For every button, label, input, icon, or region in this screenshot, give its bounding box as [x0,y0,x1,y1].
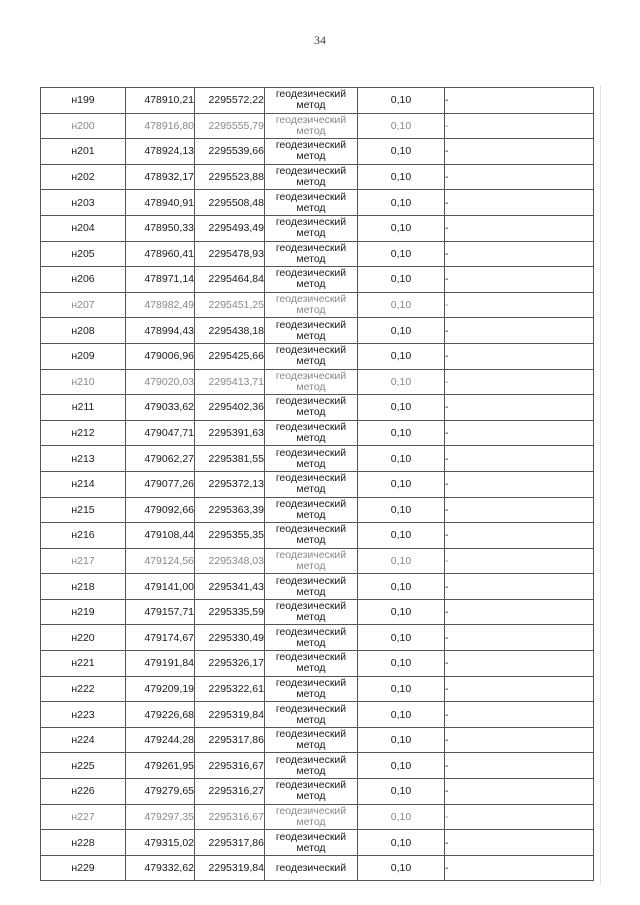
y-coordinate-cell: 2295341,43 [195,574,265,600]
table-row [41,548,594,574]
method-line-2: метод [296,585,326,598]
method-cell [265,88,358,114]
point-id-cell: н201 [41,139,126,165]
precision-cell: 0,10 [358,215,445,241]
description-cell: - [445,727,594,753]
table-row [41,190,594,216]
x-coordinate-cell: 478940,91 [126,190,195,216]
description-cell: - [445,676,594,702]
description-cell: - [445,241,594,267]
method-line-1: геодезический [275,600,347,613]
page-number: 34 [314,33,326,47]
method-cell [265,113,358,139]
table-row [41,523,594,549]
description-cell: - [445,523,594,549]
method-line-1: геодезический [275,88,347,101]
method-line-2: метод [296,739,326,752]
method-line-1: геодезический [275,497,347,510]
method-line-2: метод [296,227,326,240]
x-coordinate-cell: 479315,02 [126,830,195,856]
method-line-2: метод [296,304,326,317]
precision-cell: 0,10 [358,548,445,574]
point-id-cell: н200 [41,113,126,139]
method-line-2: метод [296,457,326,470]
precision-cell: 0,10 [358,523,445,549]
method-line-1: геодезический [275,548,347,561]
method-cell [265,497,358,523]
y-coordinate-cell: 2295438,18 [195,318,265,344]
description-cell: - [445,599,594,625]
y-coordinate-cell: 2295330,49 [195,625,265,651]
point-id-cell: н204 [41,215,126,241]
y-coordinate-cell: 2295355,35 [195,523,265,549]
method-line-1: геодезический [275,395,347,408]
point-id-cell: н208 [41,318,126,344]
x-coordinate-cell: 478982,49 [126,292,195,318]
method-line-2: метод [296,611,326,624]
x-coordinate-cell: 479047,71 [126,420,195,446]
method-line-1: геодезический [275,804,347,817]
method-line-1: геодезический [275,446,347,459]
x-coordinate-cell: 479332,62 [126,855,195,881]
method-line-2: метод [296,508,326,521]
x-coordinate-cell: 479261,95 [126,753,195,779]
method-cell [265,523,358,549]
method-line-1: геодезический [275,113,347,126]
x-coordinate-cell: 478950,33 [126,215,195,241]
method-cell [265,343,358,369]
y-coordinate-cell: 2295425,66 [195,343,265,369]
method-line-1: геодезический [275,861,347,874]
y-coordinate-cell: 2295539,66 [195,139,265,165]
method-line-1: геодезический [275,241,347,254]
description-cell: - [445,548,594,574]
precision-cell: 0,10 [358,343,445,369]
method-line-1: геодезический [275,779,347,792]
precision-cell: 0,10 [358,318,445,344]
point-id-cell: н213 [41,446,126,472]
table-row [41,215,594,241]
x-coordinate-cell: 479062,27 [126,446,195,472]
method-cell [265,702,358,728]
method-line-2: метод [296,559,326,572]
y-coordinate-cell: 2295478,93 [195,241,265,267]
precision-cell: 0,10 [358,497,445,523]
point-id-cell: н221 [41,651,126,677]
method-cell [265,446,358,472]
method-cell [265,830,358,856]
y-coordinate-cell: 2295319,84 [195,855,265,881]
point-id-cell: н216 [41,523,126,549]
method-line-1: геодезический [275,344,347,357]
method-line-2: метод [296,841,326,854]
description-cell: - [445,830,594,856]
method-line-2: метод [296,176,326,189]
table-row [41,497,594,523]
precision-cell: 0,10 [358,830,445,856]
method-line-2: метод [296,380,326,393]
y-coordinate-cell: 2295508,48 [195,190,265,216]
method-cell [265,651,358,677]
x-coordinate-cell: 479209,19 [126,676,195,702]
method-line-1: геодезический [275,728,347,741]
description-cell: - [445,139,594,165]
method-line-2: метод [296,790,326,803]
method-line-1: геодезический [275,139,347,152]
x-coordinate-cell: 479020,03 [126,369,195,395]
x-coordinate-cell: 479141,00 [126,574,195,600]
precision-cell: 0,10 [358,676,445,702]
description-cell: - [445,446,594,472]
precision-cell: 0,10 [358,139,445,165]
description-cell: - [445,420,594,446]
point-id-cell: н222 [41,676,126,702]
description-cell: - [445,215,594,241]
y-coordinate-cell: 2295363,39 [195,497,265,523]
method-cell [265,804,358,830]
precision-cell: 0,10 [358,574,445,600]
y-coordinate-cell: 2295555,79 [195,113,265,139]
point-id-cell: н206 [41,267,126,293]
method-cell [265,676,358,702]
table-row [41,574,594,600]
coordinates-table [40,87,594,881]
method-line-1: геодезический [275,216,347,229]
table-row [41,267,594,293]
method-line-2: метод [296,150,326,163]
x-coordinate-cell: 478924,13 [126,139,195,165]
precision-cell: 0,10 [358,804,445,830]
x-coordinate-cell: 478916,80 [126,113,195,139]
precision-cell: 0,10 [358,190,445,216]
precision-cell: 0,10 [358,625,445,651]
precision-cell: 0,10 [358,779,445,805]
table-row [41,241,594,267]
table-row [41,625,594,651]
description-cell: - [445,497,594,523]
description-cell: - [445,267,594,293]
y-coordinate-cell: 2295335,59 [195,599,265,625]
y-coordinate-cell: 2295319,84 [195,702,265,728]
method-cell [265,420,358,446]
method-line-1: геодезический [275,318,347,331]
method-line-1: геодезический [275,574,347,587]
description-cell: - [445,88,594,114]
precision-cell: 0,10 [358,395,445,421]
method-line-2: метод [296,764,326,777]
table-row [41,651,594,677]
point-id-cell: н207 [41,292,126,318]
table-row [41,420,594,446]
y-coordinate-cell: 2295572,22 [195,88,265,114]
point-id-cell: н218 [41,574,126,600]
table-row [41,113,594,139]
x-coordinate-cell: 478994,43 [126,318,195,344]
y-coordinate-cell: 2295451,25 [195,292,265,318]
coordinates-table-body [41,88,594,881]
description-cell: - [445,318,594,344]
method-cell [265,139,358,165]
table-row [41,599,594,625]
table-row [41,779,594,805]
precision-cell: 0,10 [358,651,445,677]
y-coordinate-cell: 2295326,17 [195,651,265,677]
method-cell [265,625,358,651]
x-coordinate-cell: 479279,65 [126,779,195,805]
y-coordinate-cell: 2295464,84 [195,267,265,293]
table-row [41,139,594,165]
table-row [41,804,594,830]
method-cell [265,727,358,753]
y-coordinate-cell: 2295372,13 [195,471,265,497]
table-row [41,471,594,497]
method-line-2: метод [296,252,326,265]
point-id-cell: н212 [41,420,126,446]
x-coordinate-cell: 478932,17 [126,164,195,190]
method-line-2: метод [296,201,326,214]
y-coordinate-cell: 2295402,36 [195,395,265,421]
method-line-2: метод [296,406,326,419]
method-cell [265,779,358,805]
method-cell [265,292,358,318]
point-id-cell: н225 [41,753,126,779]
precision-cell: 0,10 [358,420,445,446]
x-coordinate-cell: 479244,28 [126,727,195,753]
method-line-1: геодезический [275,830,347,843]
precision-cell: 0,10 [358,702,445,728]
table-row [41,369,594,395]
x-coordinate-cell: 478960,41 [126,241,195,267]
method-cell [265,241,358,267]
x-coordinate-cell: 479157,71 [126,599,195,625]
method-line-2: метод [296,99,326,112]
description-cell: - [445,343,594,369]
description-cell: - [445,651,594,677]
precision-cell: 0,10 [358,241,445,267]
precision-cell: 0,10 [358,599,445,625]
description-cell: - [445,702,594,728]
y-coordinate-cell: 2295322,61 [195,676,265,702]
description-cell: - [445,395,594,421]
method-cell [265,267,358,293]
x-coordinate-cell: 479297,35 [126,804,195,830]
method-line-2: метод [296,687,326,700]
description-cell: - [445,471,594,497]
method-line-1: геодезический [275,702,347,715]
method-line-2: метод [296,124,326,137]
y-coordinate-cell: 2295316,67 [195,753,265,779]
description-cell: - [445,753,594,779]
point-id-cell: н223 [41,702,126,728]
point-id-cell: н202 [41,164,126,190]
method-line-1: геодезический [275,625,347,638]
precision-cell: 0,10 [358,267,445,293]
precision-cell: 0,10 [358,88,445,114]
y-coordinate-cell: 2295316,67 [195,804,265,830]
method-cell [265,318,358,344]
method-cell [265,599,358,625]
method-cell [265,471,358,497]
method-line-1: геодезический [275,523,347,536]
y-coordinate-cell: 2295493,49 [195,215,265,241]
method-line-1: геодезический [275,165,347,178]
precision-cell: 0,10 [358,292,445,318]
point-id-cell: н227 [41,804,126,830]
table-row [41,727,594,753]
method-line-2: метод [296,662,326,675]
method-cell [265,855,358,881]
description-cell: - [445,779,594,805]
precision-cell: 0,10 [358,446,445,472]
x-coordinate-cell: 479006,96 [126,343,195,369]
y-coordinate-cell: 2295317,86 [195,727,265,753]
description-cell: - [445,292,594,318]
point-id-cell: н205 [41,241,126,267]
method-line-2: метод [296,278,326,291]
precision-cell: 0,10 [358,727,445,753]
table-row [41,676,594,702]
description-cell: - [445,574,594,600]
x-coordinate-cell: 479124,56 [126,548,195,574]
y-coordinate-cell: 2295381,55 [195,446,265,472]
y-coordinate-cell: 2295317,86 [195,830,265,856]
method-cell [265,215,358,241]
y-coordinate-cell: 2295413,71 [195,369,265,395]
point-id-cell: н224 [41,727,126,753]
x-coordinate-cell: 479174,67 [126,625,195,651]
table-row [41,830,594,856]
y-coordinate-cell: 2295523,88 [195,164,265,190]
method-line-2: метод [296,713,326,726]
method-cell [265,753,358,779]
precision-cell: 0,10 [358,164,445,190]
point-id-cell: н220 [41,625,126,651]
method-line-2: метод [296,483,326,496]
method-cell [265,369,358,395]
precision-cell: 0,10 [358,113,445,139]
x-coordinate-cell: 478971,14 [126,267,195,293]
point-id-cell: н214 [41,471,126,497]
table-row [41,343,594,369]
table-row [41,318,594,344]
table-row [41,446,594,472]
precision-cell: 0,10 [358,369,445,395]
method-cell [265,164,358,190]
page-edge-line [600,85,601,885]
method-line-1: геодезический [275,651,347,664]
x-coordinate-cell: 479191,84 [126,651,195,677]
description-cell: - [445,804,594,830]
method-line-1: геодезический [275,421,347,434]
x-coordinate-cell: 479077,26 [126,471,195,497]
point-id-cell: н209 [41,343,126,369]
x-coordinate-cell: 478910,21 [126,88,195,114]
description-cell: - [445,164,594,190]
description-cell: - [445,855,594,881]
point-id-cell: н217 [41,548,126,574]
method-cell [265,395,358,421]
method-line-2: метод [296,432,326,445]
point-id-cell: н219 [41,599,126,625]
method-line-2: метод [296,636,326,649]
method-line-1: геодезический [275,753,347,766]
point-id-cell: н211 [41,395,126,421]
x-coordinate-cell: 479033,62 [126,395,195,421]
point-id-cell: н199 [41,88,126,114]
description-cell: - [445,625,594,651]
precision-cell: 0,10 [358,471,445,497]
point-id-cell: н226 [41,779,126,805]
point-id-cell: н215 [41,497,126,523]
method-line-2: метод [296,329,326,342]
description-cell: - [445,190,594,216]
table-row [41,702,594,728]
point-id-cell: н210 [41,369,126,395]
table-row [41,292,594,318]
method-line-1: геодезический [275,369,347,382]
table-row [41,395,594,421]
precision-cell: 0,10 [358,753,445,779]
x-coordinate-cell: 479092,66 [126,497,195,523]
table-row [41,164,594,190]
description-cell: - [445,113,594,139]
method-line-1: геодезический [275,267,347,280]
point-id-cell: н203 [41,190,126,216]
y-coordinate-cell: 2295316,27 [195,779,265,805]
table-row [41,855,594,881]
method-cell [265,574,358,600]
point-id-cell: н229 [41,855,126,881]
method-line-1: геодезический [275,190,347,203]
description-cell: - [445,369,594,395]
y-coordinate-cell: 2295348,03 [195,548,265,574]
method-line-2: метод [296,534,326,547]
y-coordinate-cell: 2295391,63 [195,420,265,446]
x-coordinate-cell: 479226,68 [126,702,195,728]
method-line-2: метод [296,355,326,368]
method-line-1: геодезический [275,472,347,485]
precision-cell: 0,10 [358,855,445,881]
method-line-1: геодезический [275,676,347,689]
method-line-2: метод [296,815,326,828]
table-row [41,88,594,114]
point-id-cell: н228 [41,830,126,856]
x-coordinate-cell: 479108,44 [126,523,195,549]
table-row [41,753,594,779]
method-cell [265,548,358,574]
method-cell [265,190,358,216]
method-line-1: геодезический [275,293,347,306]
